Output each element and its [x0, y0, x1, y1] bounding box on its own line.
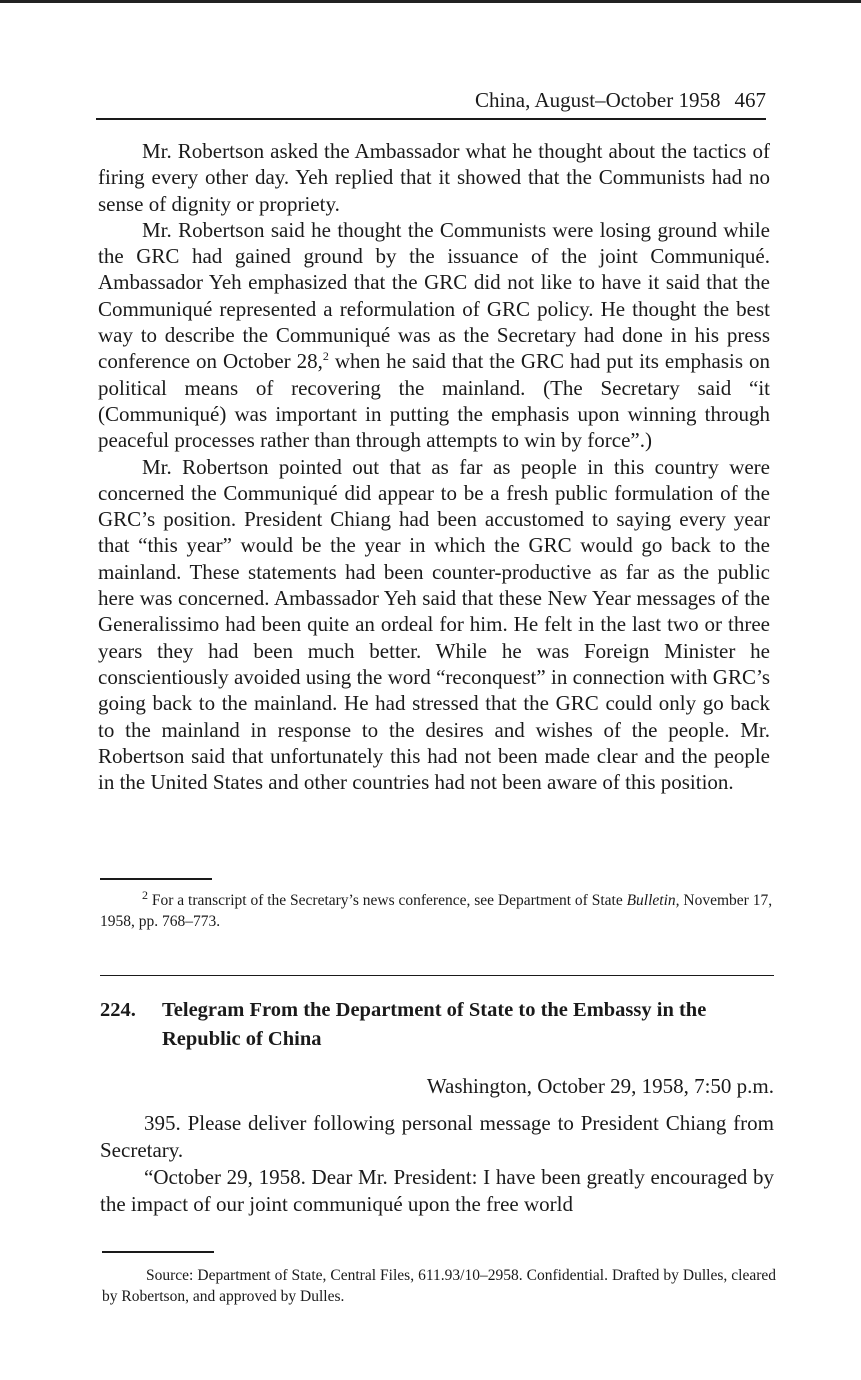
- running-head-title: China, August–October 1958: [474, 88, 721, 112]
- document-number: 224.: [100, 999, 136, 1021]
- source-note: Source: Department of State, Central Files, 611.93/10–2958. Confidential. Drafted by Dulles, cleared by Robertson, and approved by Dulles.: [102, 1267, 776, 1305]
- paragraph-1: Mr. Robertson asked the Ambassador what he thought about the tactics of firing every other day. Yeh replied that it showed that the Communists had no sense of dignity or propriety.: [98, 139, 770, 216]
- footnote-ref-2: 2: [322, 349, 329, 364]
- paragraph-2-before: Mr. Robertson said he thought the Communists were losing ground while the GRC had gained ground by the issuance of the joint Communiqué. Ambassador Yeh emphasized that the GRC did not like to have it said that the Communiqué represented a reformulation of GRC policy. He thought the best way to describe the Communiqué was as the Secretary had done in his press conference on October 28,: [98, 217, 770, 374]
- footnote-rule: [100, 878, 212, 880]
- footnote-2: [100, 887, 774, 932]
- paragraph-2-after: when he said that the GRC had put its emphasis on political means of recovering the mainland. (The Secretary said “it (Communiqué) was important in putting the emphasis upon winning through peaceful processes rather than through attempts to win by force”.): [98, 349, 770, 453]
- paragraph-2: [98, 217, 770, 454]
- document-paragraph-1: 395. Please deliver following personal message to President Chiang from Secretary.: [100, 1111, 774, 1162]
- running-head: [96, 86, 766, 116]
- document-heading: [100, 996, 774, 1054]
- section-divider: [100, 975, 774, 976]
- document-body: [100, 1110, 774, 1218]
- document-title: Telegram From the Department of State to the Embassy in the Republic of China: [162, 999, 707, 1050]
- header-rule: [96, 118, 766, 120]
- document-paragraph-2: “October 29, 1958. Dear Mr. President: I have been greatly encouraged by the impact of our joint communiqué upon the free world: [100, 1165, 774, 1216]
- paragraph-3: Mr. Robertson pointed out that as far as people in this country were concerned the Communiqué did appear to be a fresh public formulation of the GRC’s position. President Chiang had been accustomed to saying every year that “this year” would be the year in which the GRC would go back to the mainland. These statements had been counter-productive as far as the public here was concerned. Ambassador Yeh said that these New Year messages of the Generalissimo had been quite an ordeal for him. He felt in the last two or three years they had been much better. While he was Foreign Minister he conscientiously avoided using the word “reconquest” in connection with GRC’s going back to the mainland. He had stressed that the GRC could only go back to the mainland in response to the desires and wishes of the people. Mr. Robertson said that unfortunately this had not been made clear and the people in the United States and other countries had not been aware of this position.: [98, 454, 770, 795]
- scan-top-edge: [0, 0, 861, 3]
- footnote-text-before: For a transcript of the Secretary’s news conference, see Department of State: [151, 892, 627, 909]
- footnote-marker: 2: [142, 887, 148, 902]
- source-note-rule: [102, 1251, 214, 1253]
- footnote-italic-title: Bulletin,: [626, 892, 680, 909]
- body-text: [98, 138, 770, 795]
- dateline: Washington, October 29, 1958, 7:50 p.m.: [426, 1074, 774, 1098]
- footnote-text-after: November 17, 1958, pp. 768–773.: [100, 892, 773, 930]
- page-number: 467: [734, 88, 766, 112]
